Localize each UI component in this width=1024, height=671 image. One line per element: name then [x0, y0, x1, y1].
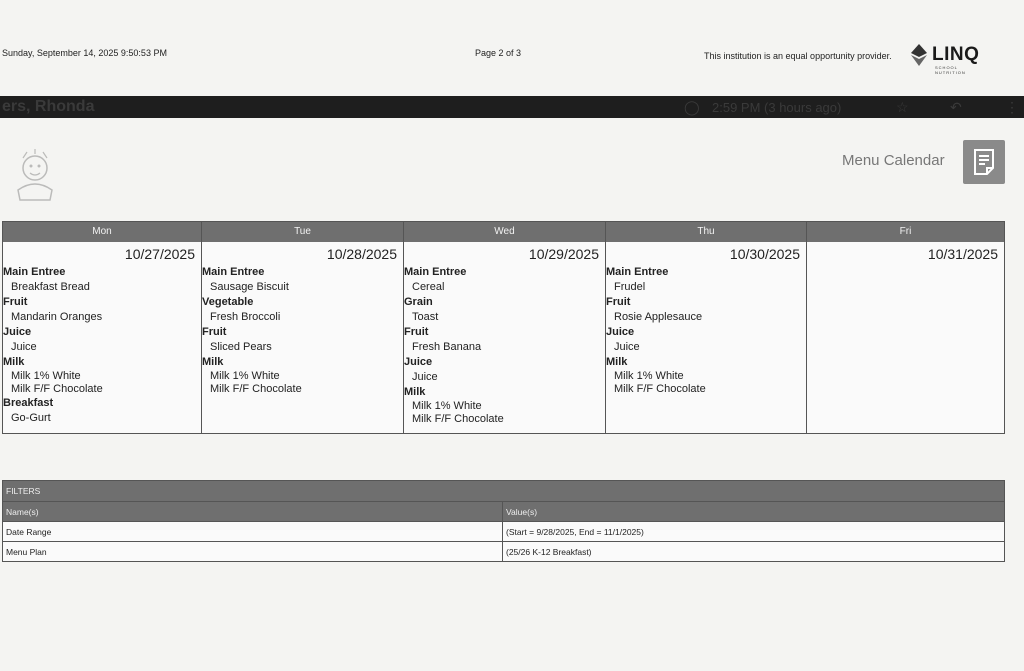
cell-date: 10/29/2025: [528, 246, 599, 262]
category-label: Fruit: [606, 296, 631, 308]
category-label: Main Entree: [404, 266, 467, 278]
menu-item: Juice: [614, 341, 640, 353]
day-cell-thu: [606, 242, 807, 433]
filters-header-row: [3, 501, 1004, 521]
cell-date: 10/31/2025: [927, 246, 998, 262]
more-icon[interactable]: ⋮: [1005, 99, 1019, 115]
category-label: Main Entree: [606, 266, 669, 278]
day-header-fri: Fri: [807, 222, 1004, 242]
menu-calendar-grid: [2, 221, 1005, 434]
page-title: Menu Calendar: [842, 152, 945, 169]
category-label: Milk: [404, 386, 426, 398]
cell-date: 10/27/2025: [124, 246, 195, 262]
menu-item: Juice: [412, 371, 438, 383]
category-label: Fruit: [202, 326, 227, 338]
sender-name: ers, Rhonda: [2, 98, 95, 115]
day-cell-mon: [3, 242, 202, 433]
table-row: [3, 521, 1004, 541]
menu-item: Milk F/F Chocolate: [11, 383, 103, 395]
menu-item: Go-Gurt: [11, 412, 51, 424]
filter-value: (25/26 K-12 Breakfast): [506, 547, 592, 557]
table-row: [3, 541, 1004, 561]
print-header: [0, 44, 1024, 75]
menu-item: Rosie Applesauce: [614, 311, 703, 323]
document-icon: [972, 148, 996, 176]
school-emblem-icon: [10, 148, 60, 202]
menu-item: Milk 1% White: [412, 400, 482, 412]
category-label: Fruit: [3, 296, 28, 308]
category-label: Vegetable: [202, 296, 254, 308]
day-header-thu: Thu: [606, 222, 807, 242]
cell-date: 10/28/2025: [326, 246, 397, 262]
menu-item: Fresh Banana: [412, 341, 482, 353]
menu-item: Fresh Broccoli: [210, 311, 281, 323]
category-label: Fruit: [404, 326, 429, 338]
menu-item: Juice: [11, 341, 37, 353]
menu-item: Cereal: [412, 281, 445, 293]
filter-name: Date Range: [3, 522, 503, 542]
reply-icon[interactable]: ↶: [950, 99, 962, 115]
menu-item: Toast: [412, 311, 439, 323]
category-label: Juice: [404, 356, 433, 368]
day-cell-tue: [202, 242, 404, 433]
menu-item: Milk F/F Chocolate: [412, 413, 504, 425]
menu-item: Mandarin Oranges: [11, 311, 103, 323]
category-label: Main Entree: [202, 266, 265, 278]
menu-item: Sausage Biscuit: [210, 281, 289, 293]
page-number: Page 2 of 3: [475, 48, 522, 58]
category-label: Milk: [606, 356, 628, 368]
menu-item: Breakfast Bread: [11, 281, 90, 293]
menu-calendar-button[interactable]: [963, 140, 1005, 184]
menu-item: Milk 1% White: [11, 370, 81, 382]
filters-table: [2, 480, 1005, 562]
cell-date: 10/30/2025: [729, 246, 800, 262]
logo-subtitle: SCHOOL NUTRITION: [935, 65, 966, 75]
day-header-tue: Tue: [202, 222, 404, 242]
linq-logo-icon: [910, 44, 928, 66]
filters-col-value: Value(s): [506, 507, 538, 517]
filter-name: Menu Plan: [3, 542, 503, 562]
day-cell-fri: [807, 242, 1004, 433]
menu-item: Frudel: [614, 281, 646, 293]
menu-item: Milk F/F Chocolate: [614, 383, 706, 395]
category-label: Juice: [606, 326, 635, 338]
day-header-mon: Mon: [3, 222, 202, 242]
linq-logo: [910, 44, 980, 75]
category-label: Juice: [3, 326, 32, 338]
menu-item: Milk F/F Chocolate: [210, 383, 302, 395]
menu-item: Milk 1% White: [614, 370, 684, 382]
category-label: Breakfast: [3, 397, 54, 409]
menu-item: Sliced Pears: [210, 341, 272, 353]
print-datetime: Sunday, September 14, 2025 9:50:53 PM: [2, 48, 167, 58]
received-time: 2:59 PM (3 hours ago): [712, 100, 842, 115]
category-label: Milk: [3, 356, 25, 368]
filters-col-name: Name(s): [3, 502, 503, 522]
day-cell-wed: [404, 242, 606, 433]
category-label: Milk: [202, 356, 224, 368]
filter-value: (Start = 9/28/2025, End = 11/1/2025): [506, 527, 644, 537]
browser-email-bar: [0, 96, 1024, 118]
filters-title: FILTERS: [3, 481, 1004, 501]
day-header-wed: Wed: [404, 222, 606, 242]
logo-wordmark: LINQ: [932, 44, 980, 65]
menu-item: Milk 1% White: [210, 370, 280, 382]
category-label: Grain: [404, 296, 433, 308]
star-icon[interactable]: ☆: [896, 99, 909, 115]
equal-opportunity-notice: This institution is an equal opportunity provider.: [704, 51, 892, 61]
category-label: Main Entree: [3, 266, 66, 278]
attachment-icon: ◯: [684, 99, 700, 115]
